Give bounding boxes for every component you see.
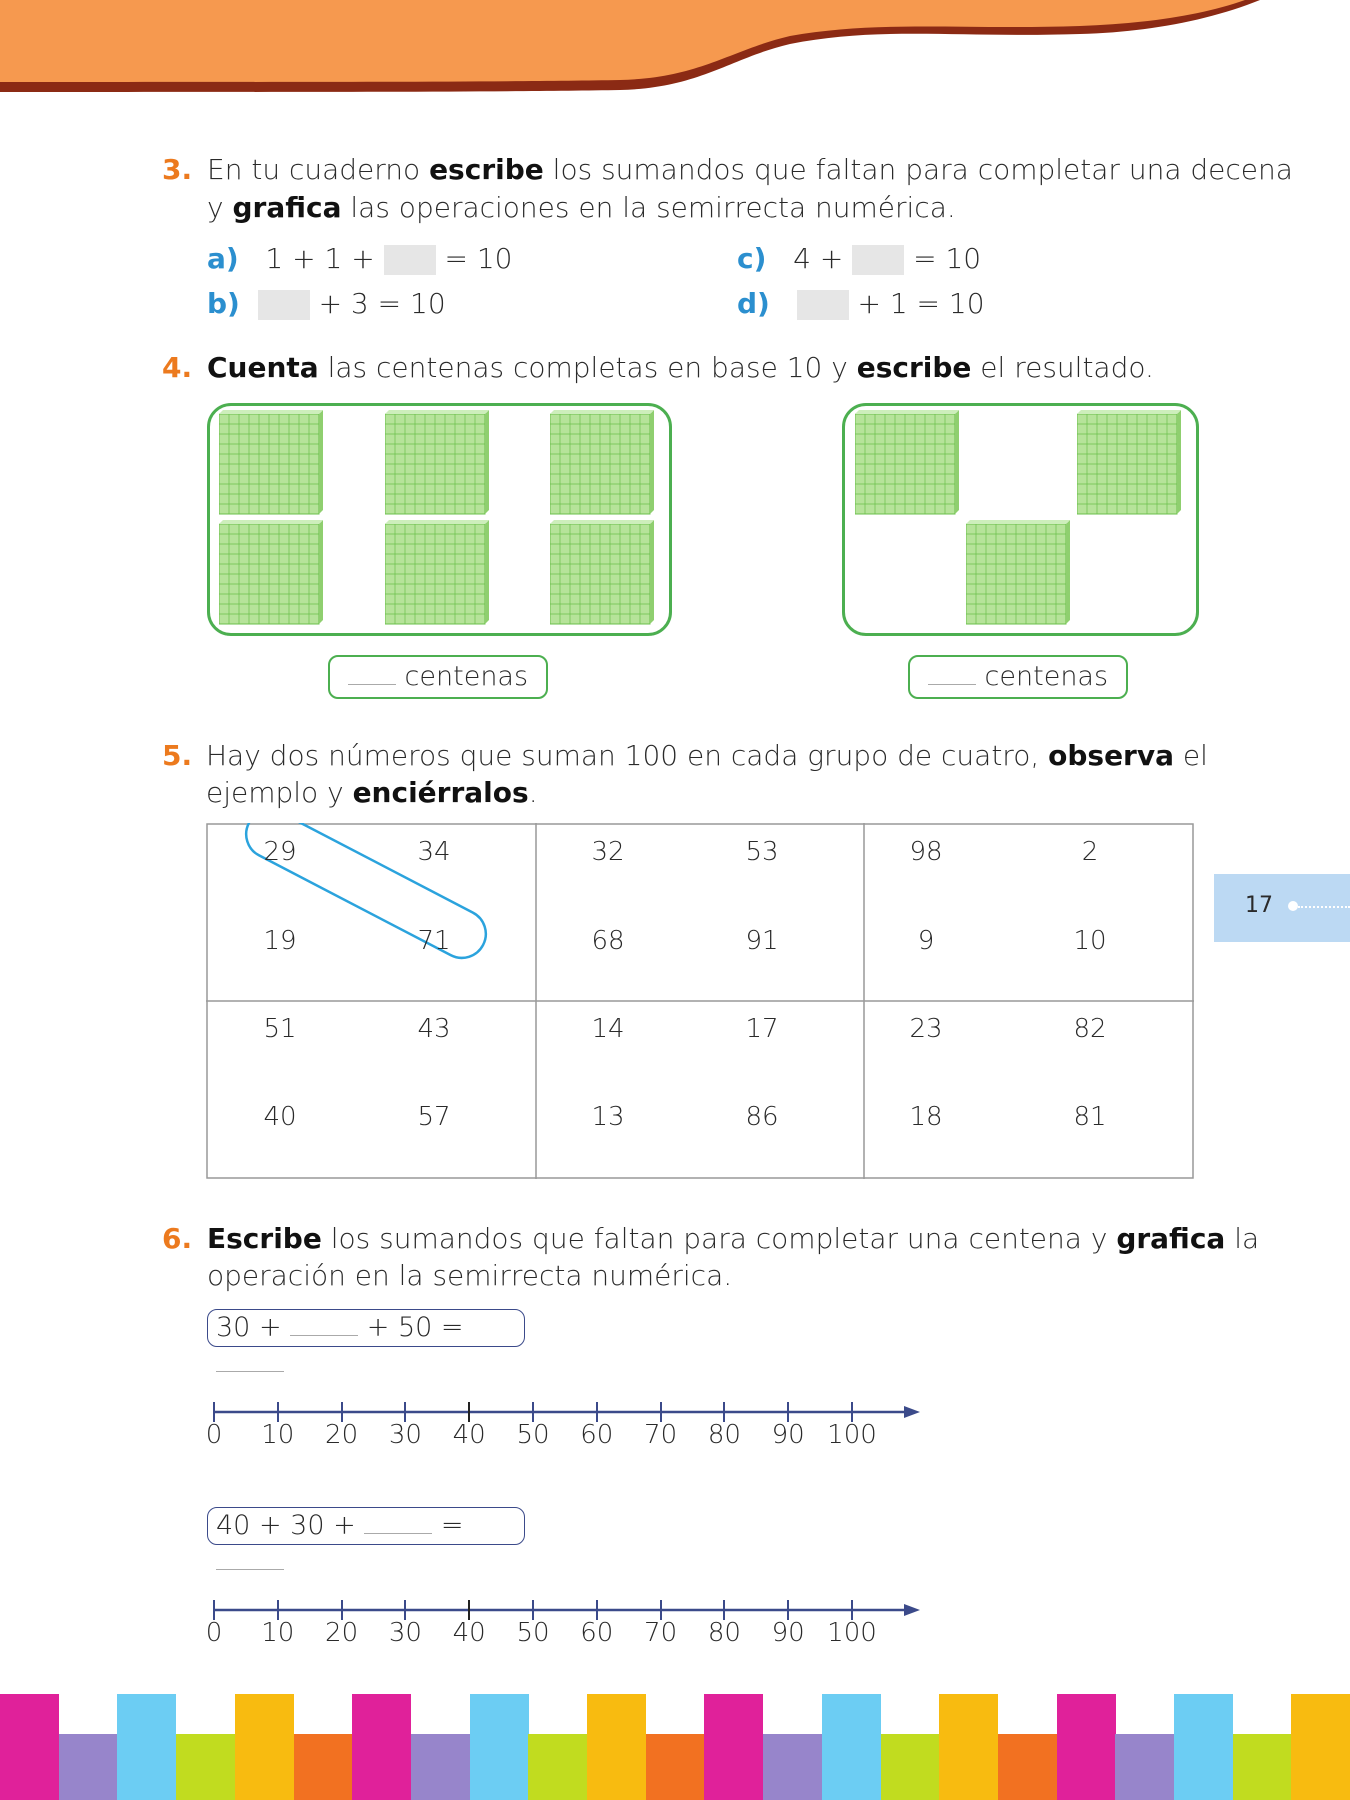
bold-verb: escribe (856, 351, 972, 384)
axis-tick (851, 1600, 855, 1620)
group-number[interactable]: 71 (417, 926, 451, 956)
hundred-block (966, 520, 1070, 626)
answer-line[interactable] (216, 1349, 284, 1372)
footer-stripe (235, 1694, 294, 1800)
axis-tick (468, 1402, 472, 1422)
bold-verb: enciérralos (352, 776, 529, 809)
group-number[interactable]: 98 (909, 837, 943, 867)
item-label: b) (207, 287, 240, 320)
axis-tick-label: 30 (388, 1618, 422, 1648)
text-run: el (1174, 739, 1208, 772)
header-banner (0, 0, 1350, 100)
group-number[interactable]: 34 (417, 837, 451, 867)
group-number[interactable]: 14 (591, 1014, 625, 1044)
hundred-block (385, 520, 489, 626)
group-number[interactable]: 9 (917, 926, 935, 956)
item-b (207, 285, 446, 323)
group-number[interactable]: 23 (909, 1014, 943, 1044)
axis-tick-label: 0 (205, 1618, 223, 1648)
equation-post: = 10 (444, 242, 513, 275)
footer-stripe (59, 1734, 118, 1800)
axis-tick (660, 1600, 664, 1620)
answer-box-right[interactable] (908, 655, 1128, 699)
answer-blank[interactable] (258, 290, 310, 320)
axis-tick-label: 50 (516, 1618, 550, 1648)
axis-tick (404, 1600, 408, 1620)
text-run: las centenas completas en base 10 y (318, 351, 857, 384)
text-run: los sumandos que faltan para completar una centena y (321, 1222, 1117, 1255)
group-number[interactable]: 91 (745, 926, 779, 956)
text-run: y (207, 191, 233, 224)
axis-tick-label: 20 (325, 1420, 359, 1450)
answer-blank[interactable] (384, 245, 436, 275)
footer-stripe (411, 1734, 470, 1800)
group-number[interactable]: 17 (745, 1014, 779, 1044)
group-number[interactable]: 51 (263, 1014, 297, 1044)
item-a (207, 240, 512, 278)
axis-tick (723, 1600, 727, 1620)
axis-tick (532, 1600, 536, 1620)
footer-stripe (1233, 1734, 1292, 1800)
group-number[interactable]: 53 (745, 837, 779, 867)
axis-tick-label: 40 (452, 1420, 486, 1450)
hundred-block (219, 410, 323, 516)
equation-post: + 3 = 10 (318, 287, 446, 320)
exercise-5-line1 (206, 737, 1208, 775)
group-number[interactable]: 82 (1073, 1014, 1107, 1044)
axis-tick (213, 1600, 217, 1620)
equation-post: + 1 = 10 (857, 287, 985, 320)
axis-tick (404, 1402, 408, 1422)
group-number[interactable]: 81 (1073, 1102, 1107, 1132)
axis-tick-label: 90 (771, 1618, 805, 1648)
footer-stripe (1057, 1694, 1116, 1800)
hundred-block (550, 520, 654, 626)
answer-box-left[interactable] (328, 655, 548, 699)
group-number[interactable]: 18 (909, 1102, 943, 1132)
group-number[interactable]: 2 (1081, 837, 1099, 867)
axis-tick-label: 100 (827, 1618, 877, 1648)
axis-tick-label: 70 (644, 1618, 678, 1648)
axis-tick (532, 1402, 536, 1422)
answer-line[interactable] (290, 1313, 358, 1336)
equation-box-1 (207, 1309, 525, 1347)
footer-stripe (704, 1694, 763, 1800)
footer-stripe (176, 1734, 235, 1800)
exercise-3-number: 3. (162, 153, 193, 186)
footer-stripe (763, 1734, 822, 1800)
answer-line[interactable] (348, 662, 396, 685)
bold-verb: Cuenta (207, 351, 319, 384)
equation-pre: 4 + (793, 242, 844, 275)
text-run: En tu cuaderno (207, 153, 430, 186)
axis-tick-label: 80 (707, 1618, 741, 1648)
exercise-6-number: 6. (162, 1222, 193, 1255)
centenas-label: centenas (404, 661, 529, 692)
exercise-3-line1 (207, 151, 1293, 189)
bold-verb: grafica (1116, 1222, 1226, 1255)
axis-tick-label: 90 (771, 1420, 805, 1450)
group-number[interactable]: 57 (417, 1102, 451, 1132)
group-number[interactable]: 43 (417, 1014, 451, 1044)
page-tab (1214, 874, 1350, 942)
footer-stripe (1174, 1694, 1233, 1800)
exercise-4-number: 4. (162, 351, 193, 384)
equation-part: 30 + (216, 1312, 282, 1343)
example-circle (206, 823, 1194, 1179)
group-number[interactable]: 32 (591, 837, 625, 867)
axis-tick (468, 1600, 472, 1620)
equation-part: = (440, 1510, 464, 1541)
footer-stripe (294, 1734, 353, 1800)
axis-tick-label: 40 (452, 1618, 486, 1648)
page-number: 17 (1245, 893, 1273, 918)
footer-stripe (939, 1694, 998, 1800)
axis-tick (787, 1600, 791, 1620)
equation-pre: 1 + 1 + (265, 242, 375, 275)
footer-stripe (470, 1694, 529, 1800)
answer-blank[interactable] (852, 245, 904, 275)
group-number[interactable]: 68 (591, 926, 625, 956)
axis-tick (851, 1402, 855, 1422)
axis-tick (596, 1402, 600, 1422)
hundred-block (550, 410, 654, 516)
answer-blank[interactable] (797, 290, 849, 320)
text-run: Hay dos números que suman 100 en cada grupo de cuatro, (206, 739, 1049, 772)
axis-tick-label: 30 (388, 1420, 422, 1450)
equation-part: 40 + 30 + (216, 1510, 356, 1541)
text-run: las operaciones en la semirrecta numérica. (341, 191, 956, 224)
text-run: los sumandos que faltan para completar una decena (543, 153, 1293, 186)
hundred-block (855, 410, 959, 516)
axis-tick (596, 1600, 600, 1620)
bold-verb: Escribe (207, 1222, 322, 1255)
axis-tick (723, 1402, 727, 1422)
footer-stripe (822, 1694, 881, 1800)
axis-tick-label: 10 (261, 1420, 295, 1450)
footer-stripe (528, 1734, 587, 1800)
axis-tick (787, 1402, 791, 1422)
exercise-6-line2: operación en la semirrecta numérica. (207, 1259, 733, 1292)
centenas-label: centenas (984, 661, 1109, 692)
footer-stripe (352, 1694, 411, 1800)
equation-box-2 (207, 1507, 525, 1545)
axis-tick-label: 10 (261, 1618, 295, 1648)
item-label: c) (737, 242, 767, 275)
tab-dotted-line (1298, 906, 1350, 908)
axis-tick (660, 1402, 664, 1422)
axis-tick-label: 20 (325, 1618, 359, 1648)
exercise-5-number: 5. (162, 739, 193, 772)
exercise-4-instruction (207, 349, 1154, 387)
footer-stripe (646, 1734, 705, 1800)
axis-tick (277, 1600, 281, 1620)
text-run: . (528, 776, 538, 809)
bold-verb: escribe (429, 153, 544, 186)
bold-verb: observa (1048, 739, 1175, 772)
group-number[interactable]: 13 (591, 1102, 625, 1132)
item-label: d) (737, 287, 770, 320)
group-number[interactable]: 40 (263, 1102, 297, 1132)
group-number[interactable]: 29 (263, 837, 297, 867)
bold-verb: grafica (232, 191, 342, 224)
exercise-3-line2 (207, 189, 956, 227)
axis-tick-label: 80 (707, 1420, 741, 1450)
axis-tick (341, 1402, 345, 1422)
hundred-block (1077, 410, 1181, 516)
tab-dot (1288, 901, 1298, 911)
axis-tick-label: 70 (644, 1420, 678, 1450)
item-label: a) (207, 242, 239, 275)
axis-tick (213, 1402, 217, 1422)
axis-tick-label: 50 (516, 1420, 550, 1450)
axis-tick-label: 100 (827, 1420, 877, 1450)
footer-stripe (998, 1734, 1057, 1800)
answer-line[interactable] (216, 1547, 284, 1570)
axis-tick (277, 1402, 281, 1422)
group-number[interactable]: 19 (263, 926, 297, 956)
item-c (737, 240, 981, 278)
equation-part: + 50 = (366, 1312, 464, 1343)
footer-stripe (1115, 1734, 1174, 1800)
footer-stripe (117, 1694, 176, 1800)
item-d (737, 285, 985, 323)
axis-tick-label: 60 (580, 1618, 614, 1648)
axis-tick-label: 0 (205, 1420, 223, 1450)
text-run: el resultado. (971, 351, 1154, 384)
text-run: la (1225, 1222, 1260, 1255)
footer-stripe (587, 1694, 646, 1800)
axis-tick (341, 1600, 345, 1620)
footer-stripe (881, 1734, 940, 1800)
footer-stripe (0, 1694, 59, 1800)
hundred-block (219, 520, 323, 626)
text-run: ejemplo y (206, 776, 353, 809)
answer-line[interactable] (364, 1511, 432, 1534)
exercise-5-line2 (206, 774, 538, 812)
group-number[interactable]: 86 (745, 1102, 779, 1132)
exercise-6-line1 (207, 1220, 1259, 1258)
answer-line[interactable] (928, 662, 976, 685)
axis-tick-label: 60 (580, 1420, 614, 1450)
equation-post: = 10 (913, 242, 982, 275)
hundred-block (385, 410, 489, 516)
group-number[interactable]: 10 (1073, 926, 1107, 956)
footer-stripe (1291, 1694, 1350, 1800)
